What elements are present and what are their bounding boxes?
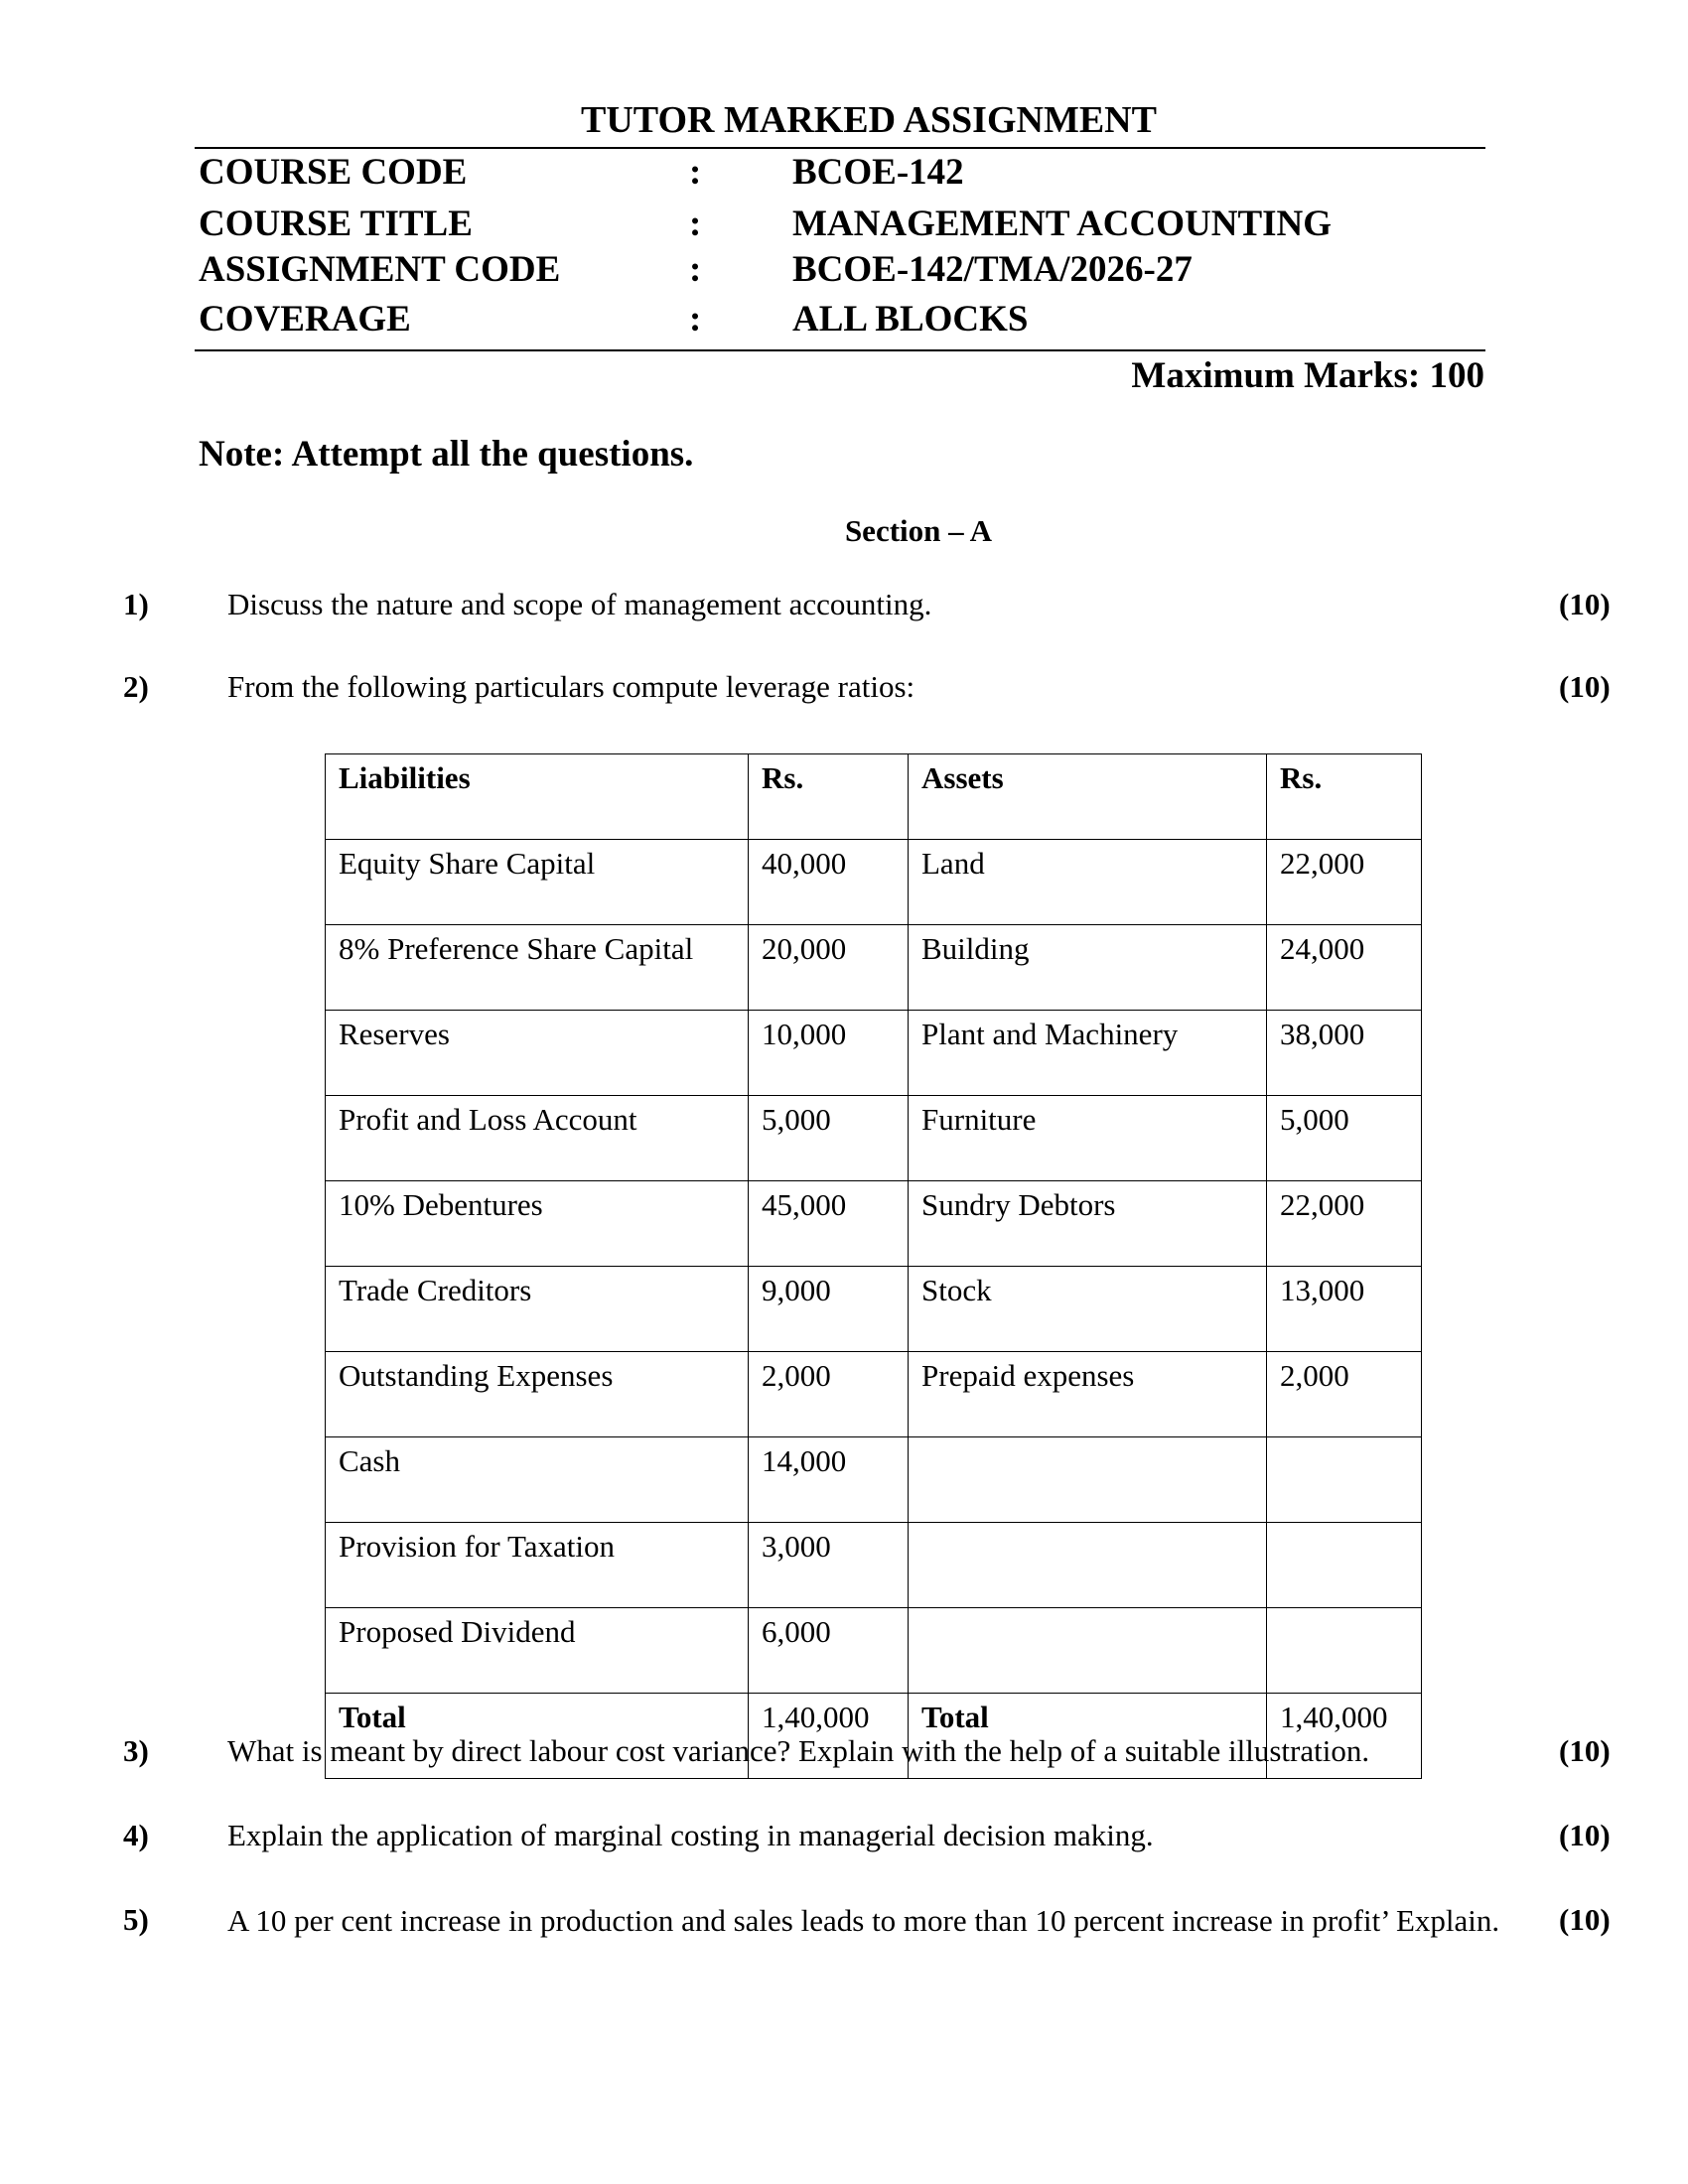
table-cell xyxy=(909,1523,1267,1608)
column-header: Assets xyxy=(909,754,1267,840)
table-row xyxy=(326,1523,1422,1608)
table-cell: 22,000 xyxy=(1267,840,1422,925)
table-cell: Provision for Taxation xyxy=(326,1523,749,1608)
question-number: 1) xyxy=(123,587,149,621)
table-cell: 10% Debentures xyxy=(326,1181,749,1267)
question-number: 3) xyxy=(123,1733,149,1768)
question-marks: (10) xyxy=(1559,669,1611,704)
assignment-title: TUTOR MARKED ASSIGNMENT xyxy=(581,99,1157,141)
table-cell: 24,000 xyxy=(1267,925,1422,1011)
course-code-colon: : xyxy=(689,152,702,193)
question-text: Discuss the nature and scope of management accounting. xyxy=(227,587,932,621)
total-value: 1,40,000 xyxy=(749,1694,909,1779)
table-cell: 40,000 xyxy=(749,840,909,925)
table-cell: 14,000 xyxy=(749,1437,909,1523)
table-cell: Reserves xyxy=(326,1011,749,1096)
table-row xyxy=(326,1608,1422,1694)
table-cell: 5,000 xyxy=(749,1096,909,1181)
table-cell: 9,000 xyxy=(749,1267,909,1352)
column-header: Rs. xyxy=(1267,754,1422,840)
section-heading: Section – A xyxy=(844,513,993,548)
table-cell: Stock xyxy=(909,1267,1267,1352)
table-cell: Profit and Loss Account xyxy=(326,1096,749,1181)
table-cell xyxy=(1267,1608,1422,1694)
question-text: From the following particulars compute leverage ratios: xyxy=(227,669,915,704)
table-row xyxy=(326,1437,1422,1523)
table-cell: Building xyxy=(909,925,1267,1011)
table-cell xyxy=(909,1437,1267,1523)
table-row xyxy=(326,1011,1422,1096)
table-cell: Land xyxy=(909,840,1267,925)
question-text: A 10 per cent increase in production and sales leads to more than 10 percent increase in profit’ Explain. xyxy=(227,1903,1500,1938)
coverage-label: COVERAGE xyxy=(199,299,411,340)
table-cell: 2,000 xyxy=(749,1352,909,1437)
question-marks: (10) xyxy=(1559,1902,1611,1937)
table-cell: Cash xyxy=(326,1437,749,1523)
course-title-value: MANAGEMENT ACCOUNTING xyxy=(792,204,1333,244)
table-row xyxy=(326,1096,1422,1181)
table-cell: 8% Preference Share Capital xyxy=(326,925,749,1011)
course-title-colon: : xyxy=(689,204,702,244)
maximum-marks: Maximum Marks: 100 xyxy=(1131,355,1484,396)
table-cell: 13,000 xyxy=(1267,1267,1422,1352)
course-title-label: COURSE TITLE xyxy=(199,204,473,244)
table-cell: 3,000 xyxy=(749,1523,909,1608)
question-text: What is meant by direct labour cost variance? Explain with the help of a suitable illustration. xyxy=(227,1733,1370,1768)
table-cell xyxy=(909,1608,1267,1694)
table-cell: Sundry Debtors xyxy=(909,1181,1267,1267)
table-cell: 10,000 xyxy=(749,1011,909,1096)
question-marks: (10) xyxy=(1559,1818,1611,1852)
coverage-colon: : xyxy=(689,299,702,340)
table-cell: 38,000 xyxy=(1267,1011,1422,1096)
table-row xyxy=(326,1267,1422,1352)
course-code-value: BCOE-142 xyxy=(792,152,964,193)
question-number: 2) xyxy=(123,669,149,704)
question-text: Explain the application of marginal costing in managerial decision making. xyxy=(227,1818,1154,1852)
header-bottom-rule xyxy=(195,349,1485,351)
note: Note: Attempt all the questions. xyxy=(199,434,694,475)
table-cell: 6,000 xyxy=(749,1608,909,1694)
column-header: Rs. xyxy=(749,754,909,840)
table-cell: Equity Share Capital xyxy=(326,840,749,925)
table-header-row xyxy=(326,754,1422,840)
question-number: 4) xyxy=(123,1818,149,1852)
total-value: 1,40,000 xyxy=(1267,1694,1422,1779)
table-row xyxy=(326,925,1422,1011)
column-header: Liabilities xyxy=(326,754,749,840)
table-cell: Outstanding Expenses xyxy=(326,1352,749,1437)
table-cell: 5,000 xyxy=(1267,1096,1422,1181)
table-row xyxy=(326,840,1422,925)
assignment-code-value: BCOE-142/TMA/2026-27 xyxy=(792,249,1193,290)
assignment-code-colon: : xyxy=(689,249,702,290)
table-cell: 2,000 xyxy=(1267,1352,1422,1437)
table-cell: 45,000 xyxy=(749,1181,909,1267)
table-cell: Furniture xyxy=(909,1096,1267,1181)
question-marks: (10) xyxy=(1559,1733,1611,1768)
course-code-label: COURSE CODE xyxy=(199,152,468,193)
total-label: Total xyxy=(909,1694,1267,1779)
question-number: 5) xyxy=(123,1902,149,1937)
table-row xyxy=(326,1181,1422,1267)
table-cell: 20,000 xyxy=(749,925,909,1011)
table-cell xyxy=(1267,1523,1422,1608)
table-cell: 22,000 xyxy=(1267,1181,1422,1267)
table-cell: Proposed Dividend xyxy=(326,1608,749,1694)
table-cell: Prepaid expenses xyxy=(909,1352,1267,1437)
question-marks: (10) xyxy=(1559,587,1611,621)
table-row xyxy=(326,1352,1422,1437)
table-cell xyxy=(1267,1437,1422,1523)
balance-sheet-table xyxy=(325,753,1422,1779)
table-cell: Plant and Machinery xyxy=(909,1011,1267,1096)
coverage-value: ALL BLOCKS xyxy=(792,299,1029,340)
assignment-code-label: ASSIGNMENT CODE xyxy=(199,249,561,290)
header-top-rule xyxy=(195,147,1485,149)
total-label: Total xyxy=(326,1694,749,1779)
table-cell: Trade Creditors xyxy=(326,1267,749,1352)
